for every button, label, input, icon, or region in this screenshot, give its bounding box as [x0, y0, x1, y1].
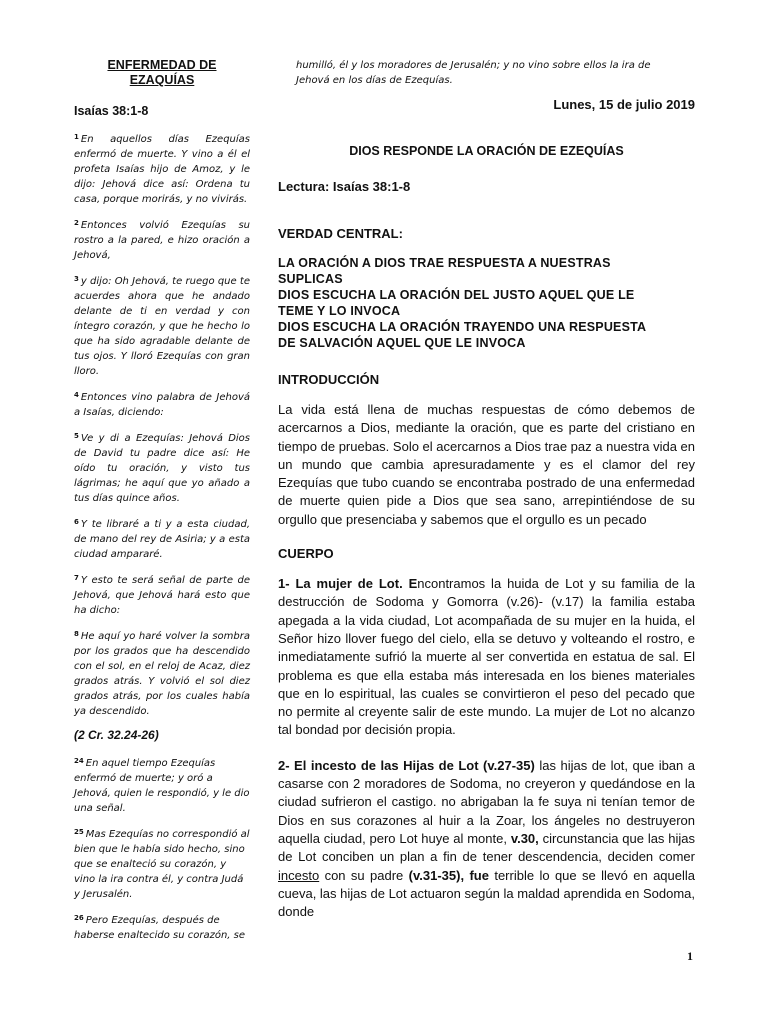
truth-line: TEME Y LO INVOCA: [278, 304, 401, 318]
point-2-label: 2- El incesto de las Hijas de Lot (v.27-35): [278, 757, 535, 773]
sermon-title: DIOS RESPONDE LA ORACIÓN DE EZEQUÍAS: [349, 144, 624, 158]
verse: [74, 627, 250, 719]
cross-reference: (2 Cr. 32.24-26): [74, 728, 159, 742]
verse-text: Mas Ezequías no correspondió al bien que le había sido hecho, sino que se enalteció su corazón, y vino la ira contra él, y contra Judá y Jerusalén.: [74, 829, 250, 900]
verse-number: 7: [74, 574, 79, 582]
point-1-paragraph: [278, 575, 695, 740]
scripture-reference: Isaías 38:1-8: [74, 104, 149, 118]
verse-number: 25: [74, 828, 84, 836]
introduction-heading: INTRODUCCIÓN: [278, 372, 380, 387]
truth-line: DE SALVACIÓN AQUEL QUE LE INVOCA: [278, 336, 526, 350]
point-2-text: las hijas de lot, que iban a casarse con 2 moradores de Sodoma, no creyeron y quedándose en la ciudad sufrieron el castigo. no abrigaban la fe suya ni tenían temor de Dios en sus corazones al huir a la Zoar, los ángeles no destruyeron aquella ciudad, pero Lot huye al monte,: [278, 757, 696, 846]
verse-text: Entonces vino palabra de Jehová a Isaías, diciendo:: [74, 392, 250, 418]
truth-line: SUPLICAS: [278, 272, 343, 286]
verse: [74, 754, 250, 816]
verse: [74, 429, 250, 506]
verse-number: 8: [74, 630, 79, 638]
point-1-label: 1- La mujer de Lot. E: [278, 576, 418, 592]
left-column: [74, 58, 250, 952]
verse-number: 24: [74, 757, 84, 765]
verse: [74, 571, 250, 618]
page-number: 1: [687, 949, 693, 963]
underlined-word: incesto: [278, 867, 320, 883]
verse-number: 3: [74, 275, 79, 283]
title-line-1: ENFERMEDAD DE: [107, 58, 217, 72]
point-2-text: circunstancia que las hijas de Lot conciben un plan a fin de tener descendencia, deciden comer: [278, 830, 695, 865]
truth-line: DIOS ESCUCHA LA ORACIÓN TRAYENDO UNA RESPUESTA: [278, 320, 647, 334]
verse-text: En aquellos días Ezequías enfermó de muerte. Y vino a él el profeta Isaías hijo de Amoz, y le dijo: Jehová dice así: Ordena tu casa, porque morirás, y no vivirás.: [74, 134, 250, 205]
verse-number: 26: [74, 914, 84, 922]
reading-reference: Lectura: Isaías 38:1-8: [278, 179, 411, 194]
verse-number: 2: [74, 219, 79, 227]
verse-text: Y te libraré a ti y a esta ciudad, de mano del rey de Asiria; y a esta ciudad ampararé.: [74, 519, 250, 560]
verse: [74, 515, 250, 562]
verse: [74, 130, 250, 207]
introduction-paragraph: La vida está llena de muchas respuestas de cómo debemos de acercarnos a Dios, mediante la oración, que es parte del cristiano en tiempo de pruebas. Solo el acercarnos a Dios trae paz a nuestra vida en un mundo que cambia apresuradamente y es el clamor del rey Ezequías que tubo cuando se encontraba postrado de una enfermedad de muerte quien pide a Dios que sea sano, arrepintiéndose de su orgullo que presenciaba y sabemos que el orgullo es un pecado: [278, 402, 695, 527]
verse-text: En aquel tiempo Ezequías enfermó de muerte; y oró a Jehová, quien le respondió, y le dio una señal.: [74, 758, 250, 814]
sermon-date: Lunes, 15 de julio 2019: [553, 97, 695, 112]
verse: [74, 825, 250, 902]
verse-ref-bold: (v.31-35), fue: [408, 867, 489, 883]
verse-ref-bold: v.30,: [510, 830, 539, 846]
verse-text: Y esto te será señal de parte de Jehová, que Jehová hará esto que ha dicho:: [74, 575, 250, 616]
verse-number: 1: [74, 133, 79, 141]
verse-continuation: humilló, él y los moradores de Jerusalén; y no vino sobre ellos la ira de Jehová en los días de Ezequías.: [296, 60, 651, 86]
verse: [74, 911, 250, 943]
truth-line: DIOS ESCUCHA LA ORACIÓN DEL JUSTO AQUEL QUE LE: [278, 288, 635, 302]
verse: [74, 272, 250, 379]
point-2-text: con su padre: [319, 867, 409, 883]
truth-line: LA ORACIÓN A DIOS TRAE RESPUESTA A NUESTRAS: [278, 256, 611, 270]
central-truth-statements: [278, 255, 695, 351]
verse-text: y dijo: Oh Jehová, te ruego que te acuerdes ahora que he andado delante de ti en verdad y con íntegro corazón, y que he hecho lo que ha sido agradable delante de tus ojos. Y lloró Ezequías con gran lloro.: [74, 276, 250, 377]
verse-number: 4: [74, 391, 79, 399]
verse-text: Entonces volvió Ezequías su rostro a la pared, e hizo oración a Jehová,: [74, 220, 250, 261]
right-column: [278, 58, 695, 938]
title-line-2: EZAQUÍAS: [129, 73, 195, 87]
body-heading: CUERPO: [278, 546, 334, 562]
point-2-paragraph: [278, 757, 695, 922]
verse-text: He aquí yo haré volver la sombra por los grados que ha descendido con el sol, en el reloj de Acaz, diez grados atrás. Y volvió el sol diez grados atrás, por los cuales había ya descendido.: [74, 631, 250, 717]
point-1-text: ncontramos la huida de Lot y su familia de la destrucción de Sodoma y Gomorra (v.26)- (v.17) la familia estaba apegada a la vida ciudad, Lot acompañada de su mujer en la huida, el Señor hizo llover fuego del cielo, ella se detuvo y volteando el rostro, e inmediatamente sufrió la muerte al ser convertida en estatua de sal. El problema es que ella estaba más interesada en los bienes materiales que en lo espiritual, las cuales se convirtieron el peso del pecado que no permite al creyente salir de este mundo. La mujer de Lot no alcanzo tal bondad por decisión propia.: [278, 576, 695, 738]
verse-number: 6: [74, 518, 79, 526]
verse-number: 5: [74, 432, 79, 440]
verse-text: Ve y di a Ezequías: Jehová Dios de David tu padre dice así: He oído tu oración, y visto tus lágrimas; he aquí que yo añado a tus días quince años.: [74, 433, 250, 504]
verse-text: Pero Ezequías, después de haberse enaltecido su corazón, se: [74, 915, 246, 941]
point-2-text: terrible lo que se llevó en aquella cueva, las hijas de Lot actuaron según la maldad aprendida en Sodoma, donde: [278, 867, 696, 920]
verse: [74, 388, 250, 420]
document-title: [74, 58, 250, 88]
verse: [74, 216, 250, 263]
central-truth-heading: VERDAD CENTRAL:: [278, 226, 403, 241]
